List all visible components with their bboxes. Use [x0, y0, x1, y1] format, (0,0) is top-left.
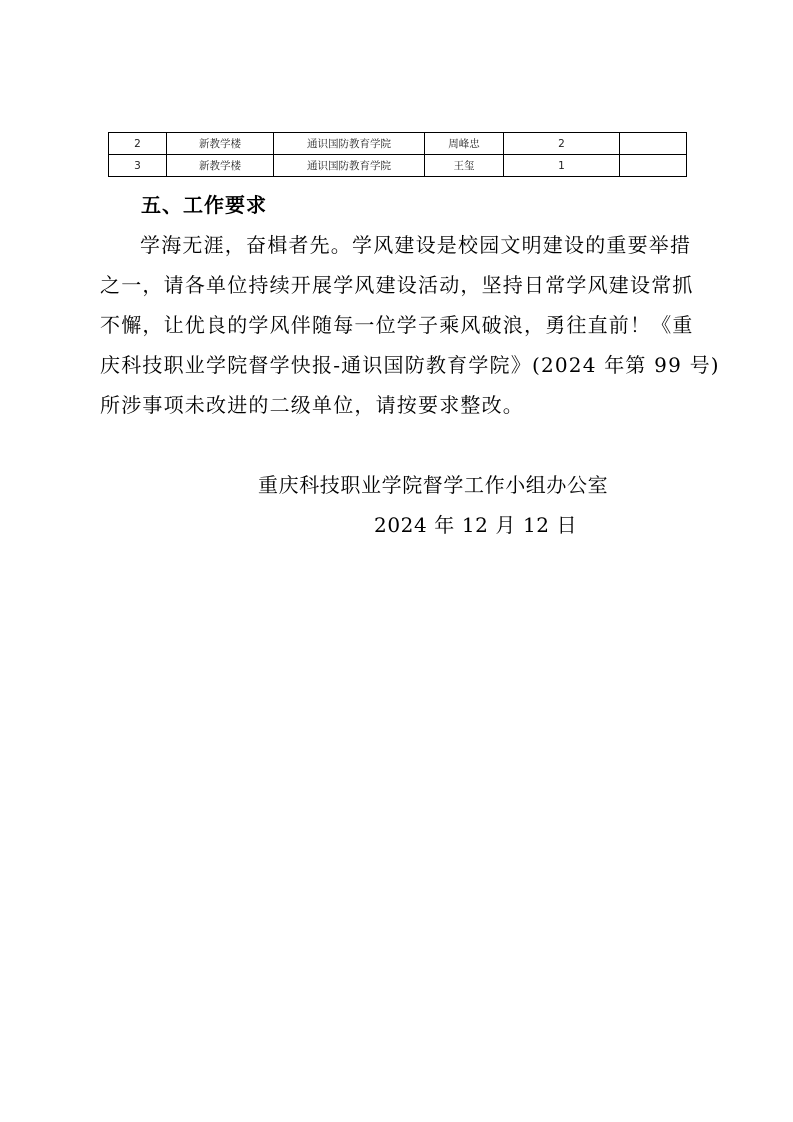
paragraph-line: 庆科技职业学院督学快报-通识国防教育学院》(2024 年第 99 号): [100, 353, 720, 377]
table-row: [109, 133, 687, 155]
issuing-office: 重庆科技职业学院督学工作小组办公室: [258, 473, 609, 497]
section-heading: 五、工作要求: [141, 193, 267, 217]
paragraph-line: 所涉事项未改进的二级单位，请按要求整改。: [100, 393, 524, 417]
cell-number: 2: [109, 133, 167, 155]
inspection-table-fragment: [108, 132, 686, 177]
cell-building: 新教学楼: [167, 155, 274, 177]
inspection-table: [108, 132, 687, 177]
issue-date: 2024 年 12 月 12 日: [374, 513, 578, 537]
cell-note: [620, 155, 687, 177]
paragraph-line: 之一，请各单位持续开展学风建设活动，坚持日常学风建设常抓: [100, 273, 694, 297]
cell-note: [620, 133, 687, 155]
cell-count: 1: [504, 155, 620, 177]
cell-count: 2: [504, 133, 620, 155]
cell-building: 新教学楼: [167, 133, 274, 155]
cell-number: 3: [109, 155, 167, 177]
table-row: [109, 155, 687, 177]
cell-college: 通识国防教育学院: [274, 155, 425, 177]
work-requirements-paragraph: [100, 225, 720, 425]
paragraph-line: 学海无涯，奋楫者先。学风建设是校园文明建设的重要举措: [140, 233, 692, 257]
cell-person: 王玺: [425, 155, 504, 177]
cell-person: 周峰忠: [425, 133, 504, 155]
paragraph-line: 不懈，让优良的学风伴随每一位学子乘风破浪，勇往直前！《重: [100, 313, 694, 337]
cell-college: 通识国防教育学院: [274, 133, 425, 155]
